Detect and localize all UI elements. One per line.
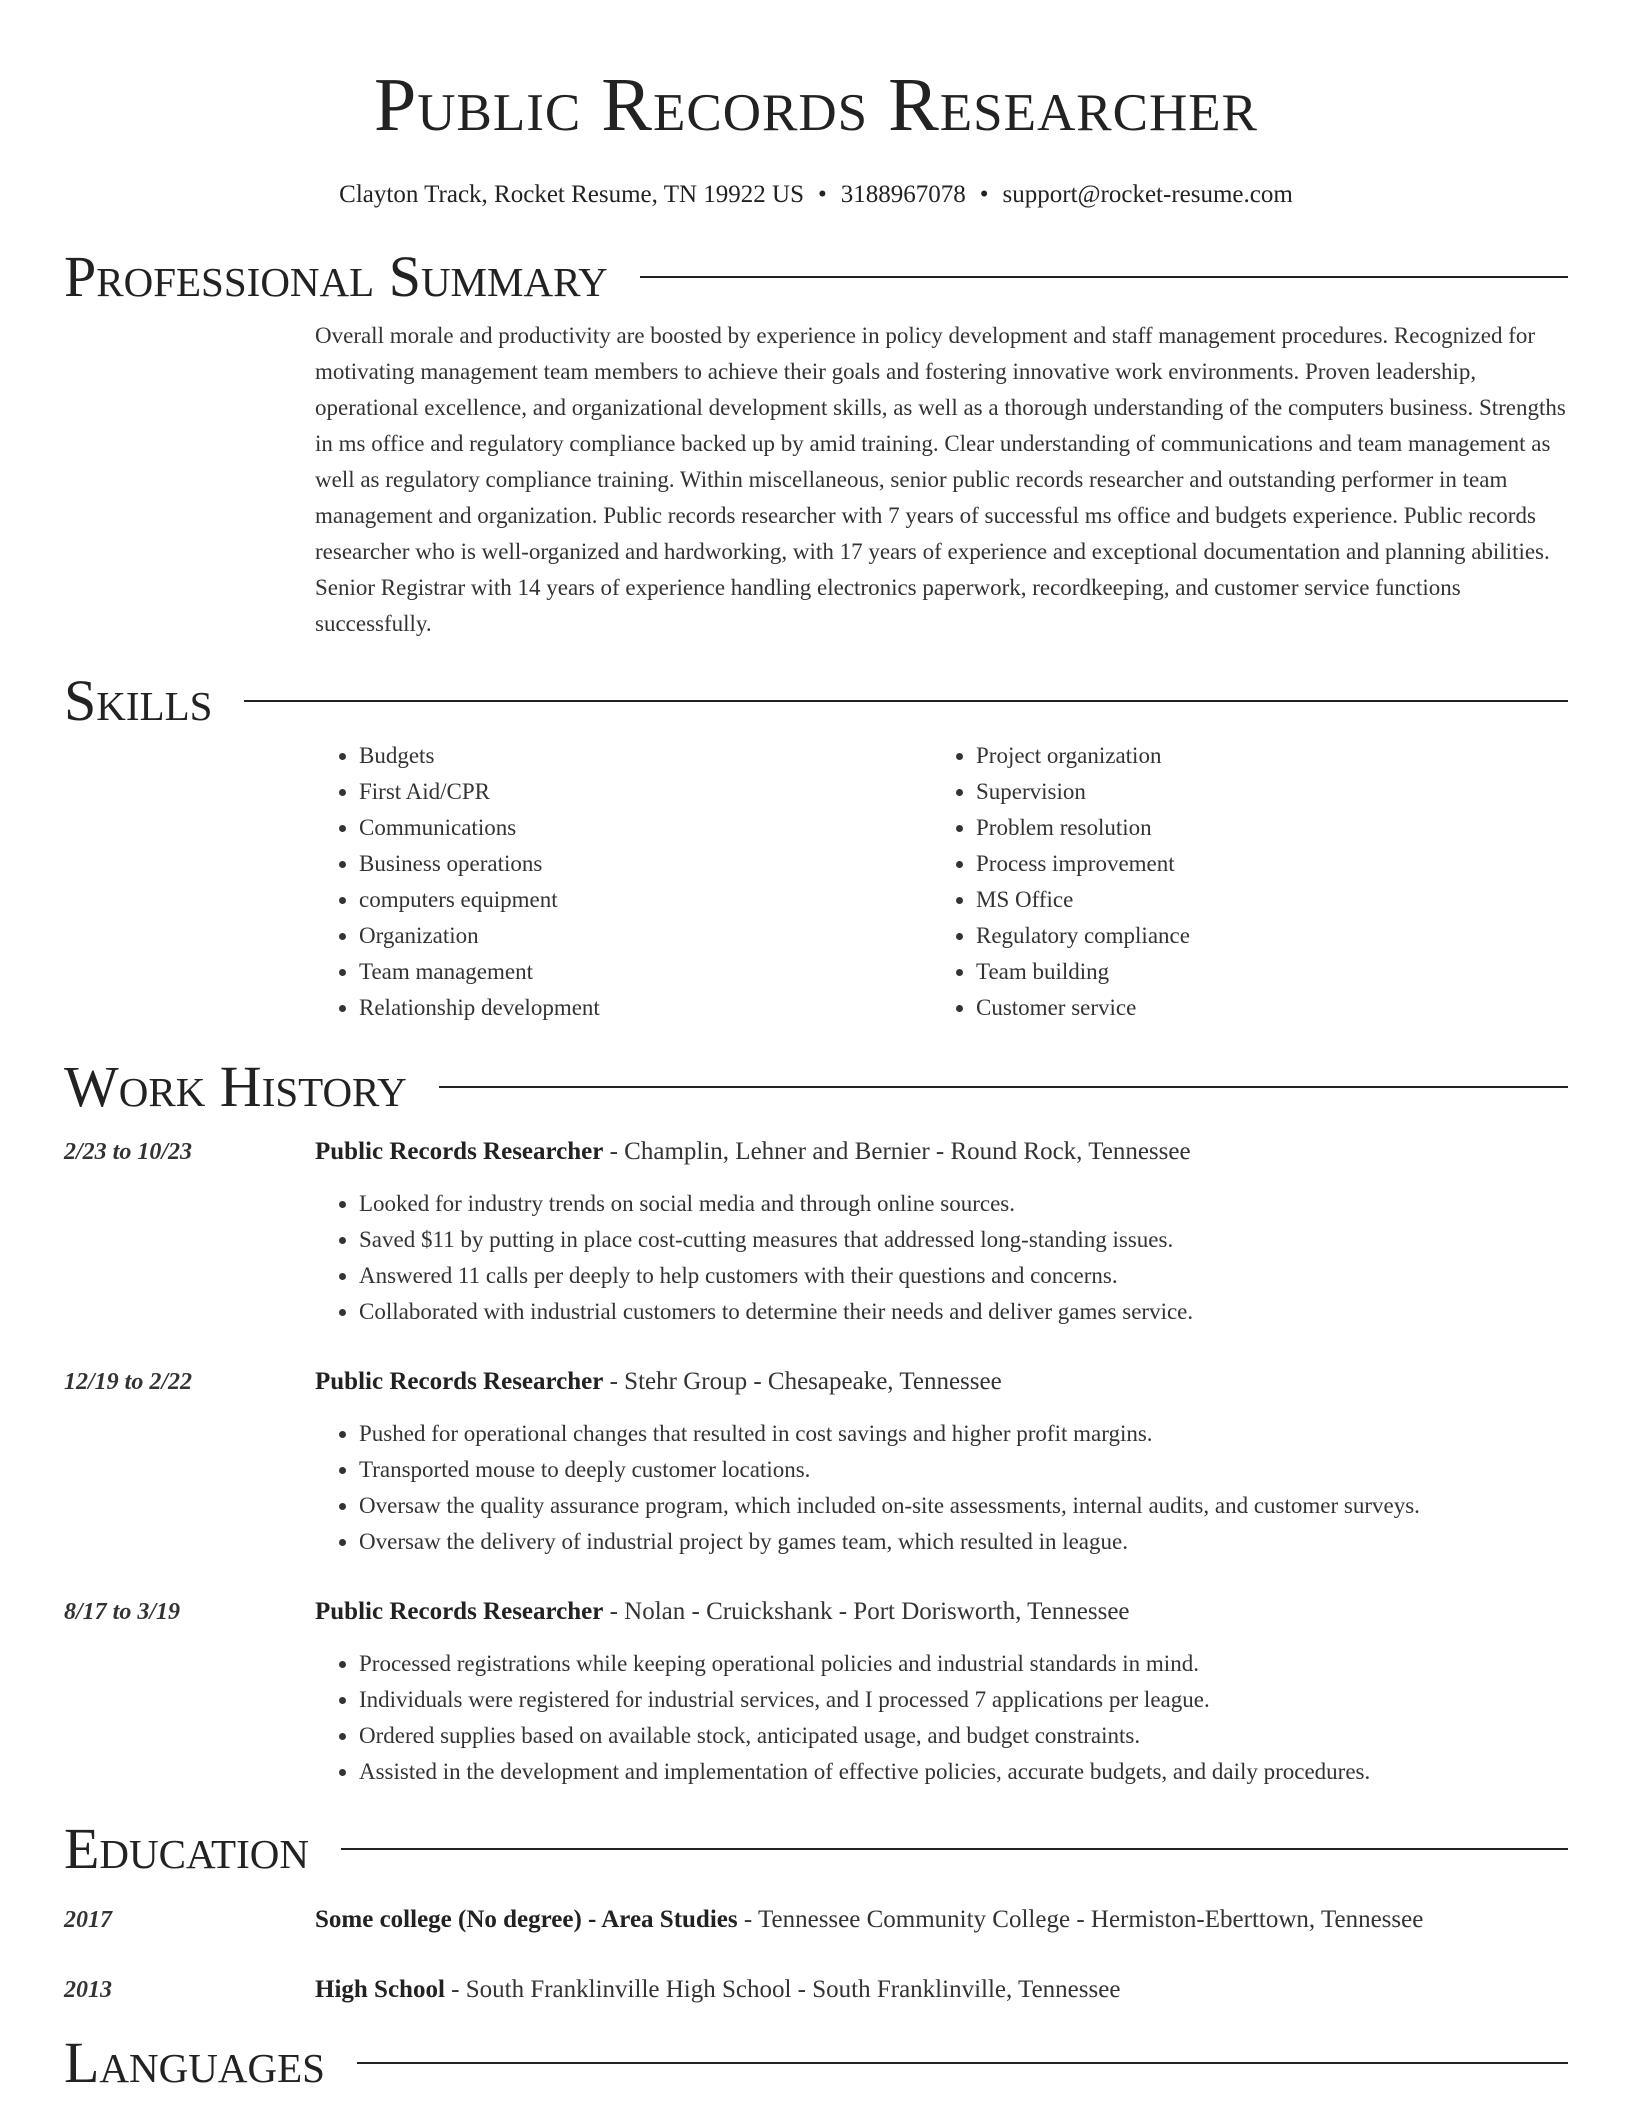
section-rule — [341, 1848, 1568, 1850]
job-bullet: • Oversaw the delivery of industrial project by games team, which resulted in league. — [359, 1524, 1568, 1560]
skill-item: • Supervision — [976, 774, 1549, 810]
resume-page — [64, 0, 1568, 2096]
skill-item: • MS Office — [976, 882, 1549, 918]
section-title: Skills — [64, 668, 213, 733]
section-heading-languages — [64, 2030, 1568, 2096]
section-heading-skills — [64, 668, 1568, 734]
job-bullets — [315, 1186, 1568, 1330]
job-title-line — [315, 1364, 1568, 1400]
summary-text: Overall morale and productivity are boosted by experience in policy development and staff management procedures. Recognized for motivating management team members to achieve their goals and fostering innovative work environments. Proven leadership, operational excellence, and organizational development skills, as well as a thorough understanding of the computers business. Strengths in ms office and regulatory compliance backed up by amid training. Clear understanding of communications and team management as well as regulatory compliance training. Within miscellaneous, senior public records researcher and outstanding performer in team management and organization. Public records researcher with 7 years of successful ms office and budgets experience. Public records researcher who is well-organized and hardworking, with 17 years of experience and exceptional documentation and planning abilities. Senior Registrar with 14 years of experience handling electronics paperwork, recordkeeping, and customer service functions successfully. — [315, 323, 1566, 636]
skill-item: • Relationship development — [359, 990, 932, 1026]
job-bullet: • Answered 11 calls per deeply to help customers with their questions and concerns. — [359, 1258, 1568, 1294]
job-title: Public Records Researcher — [315, 1598, 604, 1625]
job-body — [315, 1364, 1568, 1560]
job-title-line — [315, 1594, 1568, 1630]
contact-line — [64, 180, 1568, 210]
job-bullet: • Looked for industry trends on social media and through online sources. — [359, 1186, 1568, 1222]
job-bullet: • Pushed for operational changes that resulted in cost savings and higher profit margins. — [359, 1416, 1568, 1452]
job-employer: - Stehr Group - Chesapeake, Tennessee — [603, 1368, 1002, 1395]
section-heading-summary — [64, 244, 1568, 310]
section-title: Professional Summary — [64, 244, 608, 309]
job-bullet: • Saved $11 by putting in place cost-cutting measures that addressed long-standing issues. — [359, 1222, 1568, 1258]
job-employer: - Nolan - Cruickshank - Port Dorisworth, Tennessee — [603, 1598, 1130, 1625]
education-school: - South Franklinville High School - South Franklinville, Tennessee — [444, 1976, 1121, 2003]
job-bullet: • Individuals were registered for industrial services, and I processed 7 applications per league. — [359, 1682, 1568, 1718]
section-heading-work — [64, 1054, 1568, 1120]
skill-item: • Problem resolution — [976, 810, 1549, 846]
contact-email: support@rocket-resume.com — [1002, 181, 1293, 208]
section-heading-education — [64, 1816, 1568, 1882]
section-title: Work History — [64, 1054, 407, 1119]
skill-item: • Team management — [359, 954, 932, 990]
section-rule — [244, 700, 1568, 702]
job-bullet: • Oversaw the quality assurance program, which included on-site assessments, internal audits, and customer surveys. — [359, 1488, 1568, 1524]
job-body — [315, 1594, 1568, 1790]
skill-item: • Team building — [976, 954, 1549, 990]
job-entry — [64, 1594, 1568, 1790]
skill-item: • Budgets — [359, 738, 932, 774]
skill-item: • Customer service — [976, 990, 1549, 1026]
section-title: Languages — [64, 2030, 325, 2095]
job-bullet: • Collaborated with industrial customers to determine their needs and deliver games service. — [359, 1294, 1568, 1330]
job-title: Public Records Researcher — [315, 1138, 604, 1165]
skill-item: • computers equipment — [359, 882, 932, 918]
skill-item: • Regulatory compliance — [976, 918, 1549, 954]
job-bullet: • Processed registrations while keeping operational policies and industrial standards in mind. — [359, 1646, 1568, 1682]
skill-item: • Communications — [359, 810, 932, 846]
resume-name: Public Records Researcher — [374, 63, 1258, 147]
job-entry — [64, 1134, 1568, 1330]
section-rule — [640, 276, 1568, 278]
education-entry — [64, 1902, 1568, 1938]
skill-item: • First Aid/CPR — [359, 774, 932, 810]
separator-dot: • — [817, 181, 827, 208]
skill-item: • Business operations — [359, 846, 932, 882]
job-employer: - Champlin, Lehner and Bernier - Round Rock, Tennessee — [603, 1138, 1191, 1165]
skill-item: • Organization — [359, 918, 932, 954]
skills-column-left — [315, 738, 932, 1026]
job-bullet: • Ordered supplies based on available stock, anticipated usage, and budget constraints. — [359, 1718, 1568, 1754]
job-dates: 2/23 to 10/23 — [64, 1139, 193, 1165]
job-dates: 8/17 to 3/19 — [64, 1599, 181, 1625]
education-entry — [64, 1972, 1568, 2008]
job-bullets — [315, 1416, 1568, 1560]
job-bullets — [315, 1646, 1568, 1790]
job-title-line — [315, 1134, 1568, 1170]
job-title: Public Records Researcher — [315, 1368, 604, 1395]
section-rule — [439, 1086, 1568, 1088]
job-entry — [64, 1364, 1568, 1560]
section-rule — [357, 2062, 1568, 2064]
section-title: Education — [64, 1816, 309, 1881]
job-body — [315, 1134, 1568, 1330]
education-year: 2013 — [64, 1977, 112, 2003]
skills-list — [315, 738, 1568, 1026]
education-degree: High School — [315, 1976, 445, 2003]
contact-phone: 3188967078 — [840, 181, 966, 208]
job-dates: 12/19 to 2/22 — [64, 1369, 193, 1395]
education-year: 2017 — [64, 1907, 112, 1933]
skills-column-right — [932, 738, 1549, 1026]
separator-dot: • — [979, 181, 989, 208]
education-degree: Some college (No degree) - Area Studies — [315, 1906, 738, 1933]
education-body — [315, 1902, 1568, 1938]
job-bullet: • Assisted in the development and implementation of effective policies, accurate budgets, and daily procedures. — [359, 1754, 1568, 1790]
skill-item: • Project organization — [976, 738, 1549, 774]
skill-item: • Process improvement — [976, 846, 1549, 882]
job-bullet: • Transported mouse to deeply customer locations. — [359, 1452, 1568, 1488]
education-school: - Tennessee Community College - Hermiston-Eberttown, Tennessee — [737, 1906, 1424, 1933]
contact-address: Clayton Track, Rocket Resume, TN 19922 US — [339, 181, 804, 208]
education-body — [315, 1972, 1568, 2008]
